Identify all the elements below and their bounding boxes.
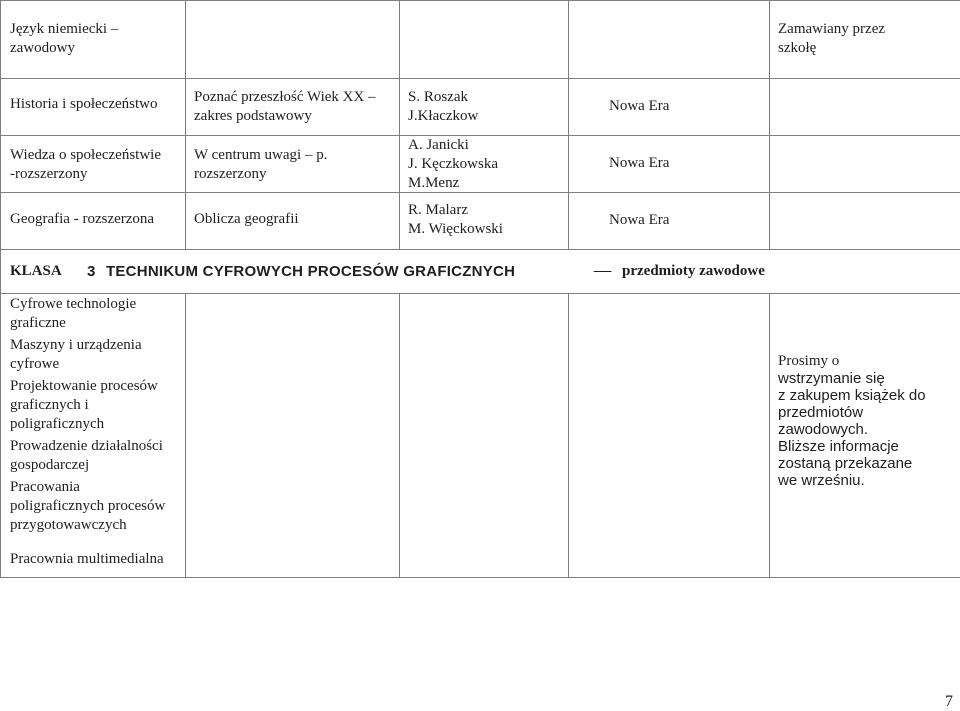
vocational-subject-list <box>10 295 165 569</box>
list-item-line: graficznych i <box>10 397 89 413</box>
title-line: Poznać przeszłość Wiek XX – <box>194 89 376 105</box>
rule <box>568 293 569 577</box>
rule <box>769 0 770 249</box>
rule <box>399 0 400 249</box>
heading-dash: – <box>594 263 612 279</box>
ordering-note-line: Zamawiany przez <box>778 21 886 37</box>
list-item <box>10 550 165 569</box>
title-line: zakres podstawowy <box>194 108 312 124</box>
note-line: wstrzymanie się <box>778 370 885 387</box>
note-line: z zakupem książek do <box>778 387 926 404</box>
rule <box>0 0 1 578</box>
list-item <box>10 336 165 374</box>
list-item-line: cyfrowe <box>10 356 60 372</box>
purchase-note <box>778 353 926 489</box>
subject-cell <box>10 210 154 229</box>
note-line: zostaną przekazane <box>778 455 913 472</box>
title-line: rozszerzony <box>194 166 267 182</box>
subject-line: Wiedza o społeczeństwie <box>10 147 161 163</box>
note-line: przedmiotów <box>778 404 864 421</box>
list-item-line: przygotowawczych <box>10 517 127 533</box>
list-item-line: Cyfrowe technologie <box>10 296 137 312</box>
author-line: R. Malarz <box>408 202 468 218</box>
publisher-cell: Nowa Era <box>609 155 670 171</box>
author-line: M. Więckowski <box>408 221 503 237</box>
rule <box>0 0 960 1</box>
list-item <box>10 437 165 475</box>
author-line: J. Kęczkowska <box>408 156 498 172</box>
subject-line: zawodowy <box>10 40 75 56</box>
list-item-line: gospodarczej <box>10 457 90 473</box>
ordering-note-line: szkołę <box>778 40 817 56</box>
heading-suffix: przedmioty zawodowe <box>622 263 765 279</box>
page-number: 7 <box>945 693 953 710</box>
publisher-cell: Nowa Era <box>609 98 670 114</box>
school-name: TECHNIKUM CYFROWYCH PROCESÓW GRAFICZNYCH <box>106 263 516 280</box>
rule <box>568 0 569 249</box>
subject-cell <box>10 146 161 184</box>
list-item <box>10 295 165 333</box>
authors-cell <box>408 88 478 126</box>
note-line: zawodowych. <box>778 421 869 438</box>
publisher-cell: Nowa Era <box>609 212 670 228</box>
class-label: KLASA <box>10 263 62 279</box>
note-line: we wrześniu. <box>778 472 865 489</box>
subject-line: Język niemiecki – <box>10 21 119 37</box>
list-item-line: Prowadzenie działalności <box>10 438 163 454</box>
ordering-note-cell <box>778 20 885 58</box>
rule <box>0 78 960 79</box>
list-item <box>10 478 165 535</box>
rule <box>185 293 186 577</box>
author-line: J.Kłaczkow <box>408 108 479 124</box>
authors-cell <box>408 201 503 239</box>
list-item-line: poligraficznych <box>10 416 105 432</box>
list-item-line: poligraficznych procesów <box>10 498 166 514</box>
title-cell <box>194 210 299 229</box>
subject-cell <box>10 95 157 114</box>
author-line: M.Menz <box>408 175 460 191</box>
author-line: A. Janicki <box>408 137 469 153</box>
rule <box>0 249 960 250</box>
subject-cell <box>10 20 118 58</box>
authors-cell <box>408 136 498 193</box>
author-line: S. Roszak <box>408 89 468 105</box>
list-item-line: Projektowanie procesów <box>10 378 158 394</box>
rule <box>399 293 400 577</box>
subject-line: -rozszerzony <box>10 166 88 182</box>
title-line: W centrum uwagi – p. <box>194 147 328 163</box>
title-cell <box>194 88 376 126</box>
rule <box>0 577 960 578</box>
list-item-line: graficzne <box>10 315 66 331</box>
note-line: Bliższe informacje <box>778 438 899 455</box>
subject-line: Historia i społeczeństwo <box>10 96 158 112</box>
subject-line: Geografia - rozszerzona <box>10 211 155 227</box>
rule <box>769 293 770 577</box>
rule <box>0 293 960 294</box>
list-item-line: Maszyny i urządzenia <box>10 337 142 353</box>
note-line: Prosimy o <box>778 353 840 369</box>
list-item-line: Pracowania <box>10 479 80 495</box>
list-item-line: Pracownia multimedialna <box>10 551 164 567</box>
title-cell <box>194 146 327 184</box>
title-line: Oblicza geografii <box>194 211 299 227</box>
class-number: 3 <box>87 263 96 280</box>
list-item <box>10 377 165 434</box>
rule <box>185 0 186 249</box>
